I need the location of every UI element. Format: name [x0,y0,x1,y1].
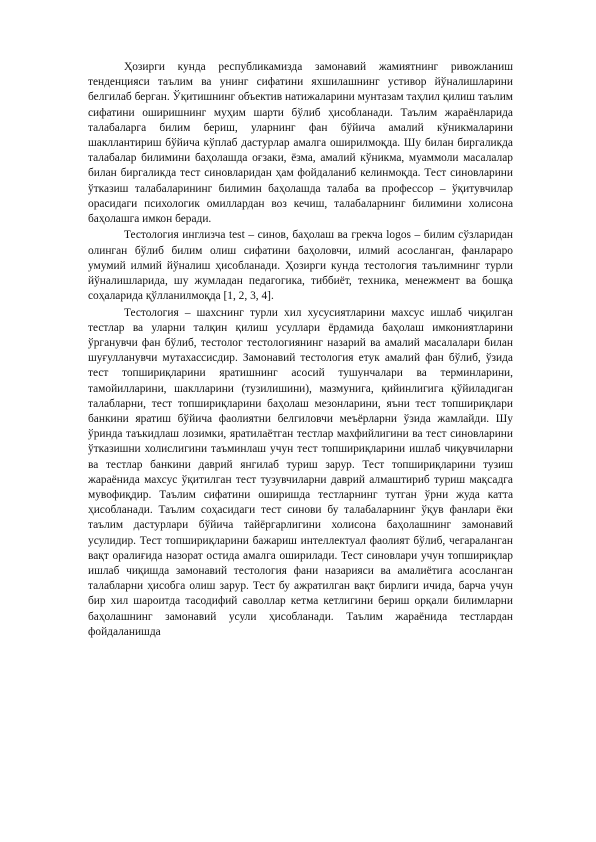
paragraph: Ҳозирги кунда республикамизда замонавий жамиятнинг ривожланиш тенденцияси таълим ва унинг сифатини яхшилашнинг устивор йўналишларини белгилаб берган. Ўқитишнинг объектив натижаларини мунтазам таҳлил қилиш таълим сифатини оширишнинг муҳим шарти бўлиб ҳисобланади. Таълим жараёнларида талабаларга билим бериш, уларнинг фан бўйича амалий кўникмаларини шакллантириш бўйича кўплаб дастурлар амалга оширилмоқда. Шу билан биргаликда талабалар билимини баҳолашда оғзаки, ёзма, амалий кўникма, муаммоли масалалар билан биргаликда тест синовларидан ҳам фойдаланиб келинмоқда. Тест синовларини ўтказиш талабаларининг билимин баҳолашда талаба ва профессор – ўқитувчилар орасидаги психологик омиллардан воз кечиш, талабаларнинг билимини холисона баҳолашга имкон беради. [88,61,513,226]
paragraph: Тестология инглизча test – синов, баҳолаш ва грекча logos – билим сўзларидан олинган бўлиб билим олиш сифатини баҳоловчи, илмий асосланган, фанлараро умумий илмий йўналиш ҳисобланади. Ҳозирги кунда тестология таълимнинг турли йўналишларида, шу жумладан педагогика, тиббиёт, техника, менежмент ва бошқа соҳаларида қўлланилмоқда [1, 2, 3, 4]. [88,229,513,303]
paragraph: Тестология – шахснинг турли хил хусусиятларини махсус ишлаб чиқилган тестлар ва уларни талқин қилиш усуллари ёрдамида баҳолаш имкониятларини ўрганувчи фан бўлиб, тестолог тестологиянинг назарий ва амалий масалалари билан шуғулланувчи мутахассисдир. Замонавий тестология етук амалий фан бўлиб, ўзида тест топшириқларини яратишнинг асосий тушунчалари ва терминларини, тамойилларини, шаклларини (тузилишини), мазмунига, қийинлигига қўйиладиган талабларни, тест топшириқларини баҳолаш мезонларини, яъни тест топшириқлари банкини яратиш бўйича фаолиятни белгиловчи меъёрларни ўзида жамлайди. Шу ўринда таъкидлаш лозимки, яратилаётган тестлар махфийлигини ва тест синовларини ўтказишни холислигини таъминлаш учун тест топшириқларини ишлаб чиқувчиларни ва тестлар банкини даврий янгилаб туриш зарур. Тест топшириқларини тузиш жараёнида махсус ўқитилган тест тузувчиларни даврий алмаштириб туриш мақсадга мувофиқдир. Таълим сифатини оширишда тестларнинг тутган ўрни жуда катта ҳисобланади. Таълим соҳасидаги тест синови бу талабаларнинг ўқув фанлари ёки таълим дастурлари бўйича тайёргарлигини холисона баҳолашнинг замонавий усулидир. Тест топшириқларини бажариш интеллектуал фаолият бўлиб, чегараланган вақт оралиғида назорат остида амалга оширилади. Тест синовлари учун топшириқлар ишлаб чиқишда замонавий тестология фани назарияси ва амалиётига асосланган талабларни ҳисобга олиш зарур. Тест бу ажратилган вақт бирлиги ичида, барча учун бир хил шароитда тасодифий саволлар кетма кетлигини бериш орқали билимларни баҳолашнинг замонавий усули ҳисобланади. Таълим жараёнида тестлардан фойдаланишда [88,306,513,638]
document-page [88,60,513,641]
